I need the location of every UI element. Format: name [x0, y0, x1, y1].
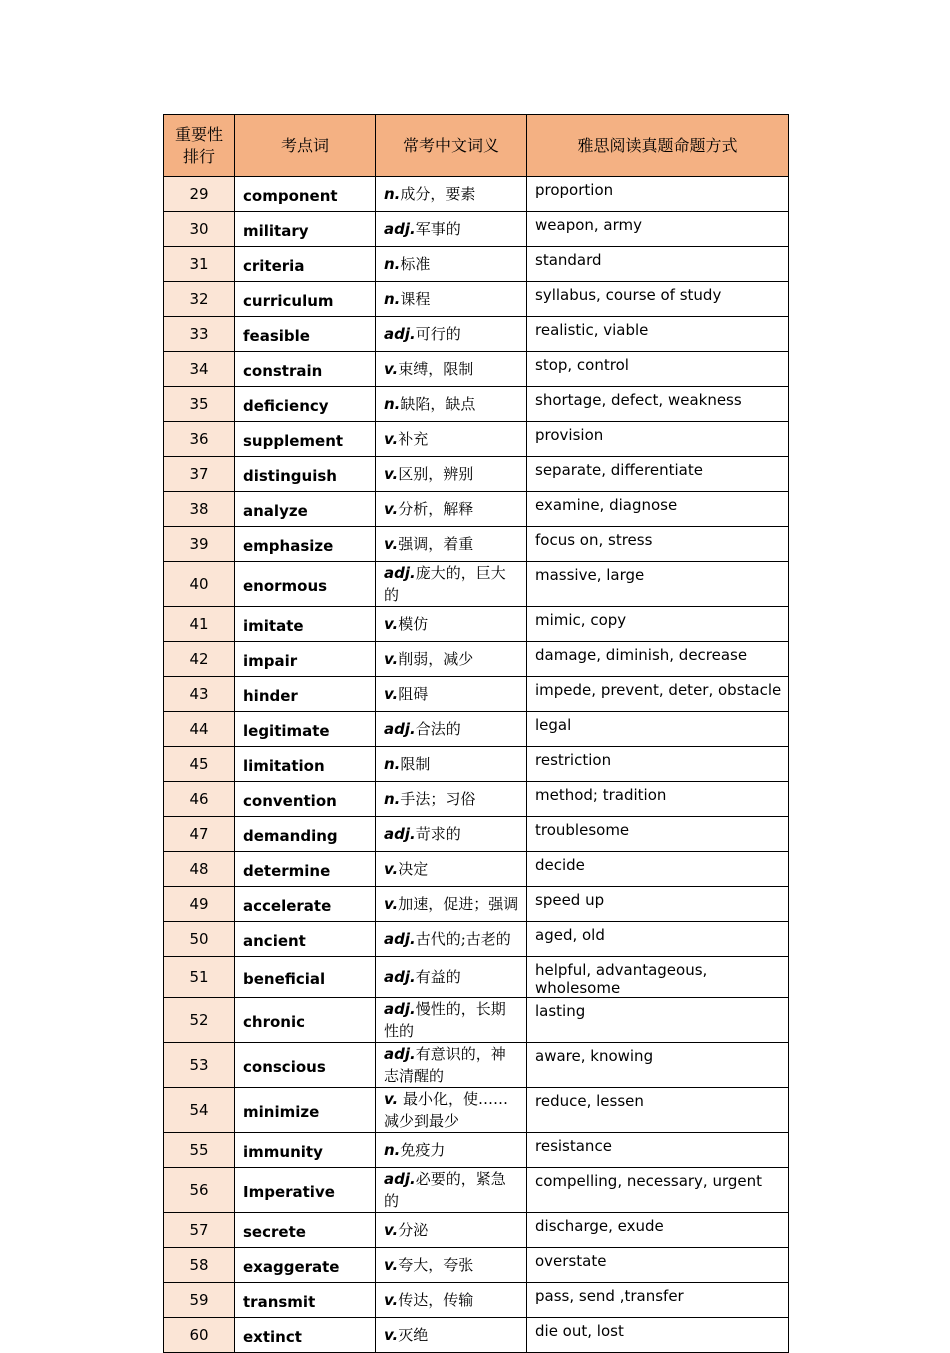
- word-cell: beneficial: [235, 957, 376, 998]
- ielts-paraphrase-cell: troublesome: [527, 817, 789, 852]
- chinese-meaning: 慢性的，长期性的: [384, 1000, 506, 1040]
- rank-cell: 30: [164, 212, 235, 247]
- ielts-paraphrase-cell: stop, control: [527, 352, 789, 387]
- rank-cell: 51: [164, 957, 235, 998]
- rank-cell: 57: [164, 1213, 235, 1248]
- ielts-paraphrase-cell: provision: [527, 422, 789, 457]
- ielts-paraphrase-cell: die out, lost: [527, 1318, 789, 1353]
- meaning-cell: [376, 527, 527, 562]
- ielts-paraphrase-cell: separate, differentiate: [527, 457, 789, 492]
- rank-cell: 58: [164, 1248, 235, 1283]
- chinese-meaning: 军事的: [415, 220, 461, 238]
- meaning-cell: [376, 782, 527, 817]
- meaning-cell: [376, 922, 527, 957]
- part-of-speech: adj.: [384, 220, 416, 238]
- word-cell: curriculum: [235, 282, 376, 317]
- meaning-cell: [376, 1133, 527, 1168]
- ielts-paraphrase-cell: method; tradition: [527, 782, 789, 817]
- rank-cell: 42: [164, 642, 235, 677]
- word-cell: minimize: [235, 1088, 376, 1133]
- rank-cell: 59: [164, 1283, 235, 1318]
- ielts-paraphrase-cell: focus on, stress: [527, 527, 789, 562]
- chinese-meaning: 削弱，减少: [398, 650, 474, 668]
- rank-cell: 39: [164, 527, 235, 562]
- chinese-meaning: 决定: [398, 860, 429, 878]
- rank-cell: 48: [164, 852, 235, 887]
- part-of-speech: v.: [384, 860, 399, 878]
- word-cell: hinder: [235, 677, 376, 712]
- table-row: [164, 1168, 789, 1213]
- word-cell: chronic: [235, 998, 376, 1043]
- part-of-speech: adj.: [384, 1000, 416, 1018]
- header-rank: 重要性排行: [164, 115, 235, 177]
- chinese-meaning: 模仿: [398, 615, 429, 633]
- word-cell: extinct: [235, 1318, 376, 1353]
- table-row: [164, 387, 789, 422]
- rank-cell: 54: [164, 1088, 235, 1133]
- chinese-meaning: 成分，要素: [400, 185, 476, 203]
- chinese-meaning: 强调，着重: [398, 535, 474, 553]
- word-cell: Imperative: [235, 1168, 376, 1213]
- table-row: [164, 457, 789, 492]
- part-of-speech: adj.: [384, 930, 416, 948]
- meaning-cell: [376, 1213, 527, 1248]
- word-cell: ancient: [235, 922, 376, 957]
- part-of-speech: v.: [384, 500, 399, 518]
- meaning-cell: [376, 1043, 527, 1088]
- chinese-meaning: 夸大，夸张: [398, 1256, 474, 1274]
- table-row: [164, 1283, 789, 1318]
- rank-cell: 37: [164, 457, 235, 492]
- part-of-speech: v.: [384, 535, 399, 553]
- table-row: [164, 747, 789, 782]
- meaning-cell: [376, 562, 527, 607]
- table-row: [164, 712, 789, 747]
- part-of-speech: adj.: [384, 720, 416, 738]
- vocabulary-table: [163, 114, 789, 1353]
- rank-cell: 35: [164, 387, 235, 422]
- table-body: [164, 177, 789, 1353]
- chinese-meaning: 古代的;古老的: [415, 930, 511, 948]
- meaning-cell: [376, 1168, 527, 1213]
- part-of-speech: n.: [384, 185, 401, 203]
- table-row: [164, 887, 789, 922]
- chinese-meaning: 合法的: [415, 720, 461, 738]
- ielts-paraphrase-cell: lasting: [527, 998, 789, 1043]
- meaning-cell: [376, 1283, 527, 1318]
- rank-cell: 60: [164, 1318, 235, 1353]
- part-of-speech: adj.: [384, 968, 416, 986]
- table-row: [164, 817, 789, 852]
- word-cell: enormous: [235, 562, 376, 607]
- rank-cell: 45: [164, 747, 235, 782]
- chinese-meaning: 标准: [400, 255, 431, 273]
- table-row: [164, 957, 789, 998]
- ielts-paraphrase-cell: aged, old: [527, 922, 789, 957]
- ielts-paraphrase-cell: realistic, viable: [527, 317, 789, 352]
- ielts-paraphrase-cell: standard: [527, 247, 789, 282]
- rank-cell: 40: [164, 562, 235, 607]
- rank-cell: 50: [164, 922, 235, 957]
- rank-cell: 52: [164, 998, 235, 1043]
- ielts-paraphrase-cell: proportion: [527, 177, 789, 212]
- ielts-paraphrase-cell: legal: [527, 712, 789, 747]
- chinese-meaning: 手法；习俗: [400, 790, 476, 808]
- part-of-speech: adj.: [384, 825, 416, 843]
- part-of-speech: n.: [384, 1141, 401, 1159]
- word-cell: impair: [235, 642, 376, 677]
- meaning-cell: [376, 177, 527, 212]
- rank-cell: 41: [164, 607, 235, 642]
- table-row: [164, 998, 789, 1043]
- word-cell: constrain: [235, 352, 376, 387]
- table-row: [164, 562, 789, 607]
- table-row: [164, 1248, 789, 1283]
- part-of-speech: n.: [384, 755, 401, 773]
- meaning-cell: [376, 1318, 527, 1353]
- chinese-meaning: 分析，解释: [398, 500, 474, 518]
- meaning-cell: [376, 712, 527, 747]
- rank-cell: 53: [164, 1043, 235, 1088]
- chinese-meaning: 苛求的: [415, 825, 461, 843]
- table-row: [164, 247, 789, 282]
- ielts-paraphrase-cell: aware, knowing: [527, 1043, 789, 1088]
- part-of-speech: n.: [384, 255, 401, 273]
- ielts-paraphrase-cell: massive, large: [527, 562, 789, 607]
- word-cell: conscious: [235, 1043, 376, 1088]
- table-row: [164, 1133, 789, 1168]
- header-meaning: 常考中文词义: [376, 115, 527, 177]
- rank-cell: 34: [164, 352, 235, 387]
- word-cell: supplement: [235, 422, 376, 457]
- chinese-meaning: 传达，传输: [398, 1291, 474, 1309]
- word-cell: imitate: [235, 607, 376, 642]
- meaning-cell: [376, 457, 527, 492]
- part-of-speech: v.: [384, 465, 399, 483]
- chinese-meaning: 分泌: [398, 1221, 429, 1239]
- ielts-paraphrase-cell: overstate: [527, 1248, 789, 1283]
- chinese-meaning: 有益的: [415, 968, 461, 986]
- part-of-speech: v.: [384, 685, 399, 703]
- meaning-cell: [376, 247, 527, 282]
- meaning-cell: [376, 887, 527, 922]
- rank-cell: 32: [164, 282, 235, 317]
- part-of-speech: adj.: [384, 564, 416, 582]
- word-cell: exaggerate: [235, 1248, 376, 1283]
- meaning-cell: [376, 422, 527, 457]
- meaning-cell: [376, 998, 527, 1043]
- word-cell: component: [235, 177, 376, 212]
- word-cell: emphasize: [235, 527, 376, 562]
- ielts-paraphrase-cell: compelling, necessary, urgent: [527, 1168, 789, 1213]
- meaning-cell: [376, 1088, 527, 1133]
- ielts-paraphrase-cell: damage, diminish, decrease: [527, 642, 789, 677]
- rank-cell: 47: [164, 817, 235, 852]
- table-header-row: [164, 115, 789, 177]
- chinese-meaning: 区别，辨别: [398, 465, 474, 483]
- rank-cell: 55: [164, 1133, 235, 1168]
- meaning-cell: [376, 212, 527, 247]
- table-row: [164, 492, 789, 527]
- ielts-paraphrase-cell: syllabus, course of study: [527, 282, 789, 317]
- rank-cell: 56: [164, 1168, 235, 1213]
- part-of-speech: v.: [384, 360, 399, 378]
- word-cell: immunity: [235, 1133, 376, 1168]
- table-row: [164, 607, 789, 642]
- ielts-paraphrase-cell: decide: [527, 852, 789, 887]
- part-of-speech: v.: [384, 1090, 399, 1108]
- ielts-paraphrase-cell: discharge, exude: [527, 1213, 789, 1248]
- ielts-paraphrase-cell: impede, prevent, deter, obstacle: [527, 677, 789, 712]
- rank-cell: 46: [164, 782, 235, 817]
- part-of-speech: v.: [384, 650, 399, 668]
- part-of-speech: v.: [384, 1256, 399, 1274]
- meaning-cell: [376, 747, 527, 782]
- chinese-meaning: 课程: [400, 290, 431, 308]
- meaning-cell: [376, 492, 527, 527]
- word-cell: analyze: [235, 492, 376, 527]
- chinese-meaning: 最小化，使……减少到最少: [384, 1090, 509, 1130]
- ielts-paraphrase-cell: reduce, lessen: [527, 1088, 789, 1133]
- chinese-meaning: 必要的，紧急的: [384, 1170, 506, 1210]
- word-cell: legitimate: [235, 712, 376, 747]
- part-of-speech: v.: [384, 615, 399, 633]
- part-of-speech: adj.: [384, 1170, 416, 1188]
- ielts-paraphrase-cell: speed up: [527, 887, 789, 922]
- meaning-cell: [376, 607, 527, 642]
- meaning-cell: [376, 957, 527, 998]
- word-cell: deficiency: [235, 387, 376, 422]
- ielts-paraphrase-cell: examine, diagnose: [527, 492, 789, 527]
- word-cell: feasible: [235, 317, 376, 352]
- chinese-meaning: 庞大的，巨大的: [384, 564, 506, 604]
- table-row: [164, 782, 789, 817]
- table-row: [164, 1213, 789, 1248]
- ielts-paraphrase-cell: shortage, defect, weakness: [527, 387, 789, 422]
- part-of-speech: v.: [384, 1221, 399, 1239]
- word-cell: distinguish: [235, 457, 376, 492]
- rank-cell: 36: [164, 422, 235, 457]
- chinese-meaning: 束缚，限制: [398, 360, 474, 378]
- meaning-cell: [376, 817, 527, 852]
- table-row: [164, 422, 789, 457]
- chinese-meaning: 灭绝: [398, 1326, 429, 1344]
- chinese-meaning: 可行的: [415, 325, 461, 343]
- table-row: [164, 177, 789, 212]
- table-row: [164, 1318, 789, 1353]
- ielts-paraphrase-cell: pass, send ,transfer: [527, 1283, 789, 1318]
- part-of-speech: v.: [384, 895, 399, 913]
- rank-cell: 29: [164, 177, 235, 212]
- word-cell: demanding: [235, 817, 376, 852]
- word-cell: secrete: [235, 1213, 376, 1248]
- ielts-paraphrase-cell: resistance: [527, 1133, 789, 1168]
- word-cell: accelerate: [235, 887, 376, 922]
- meaning-cell: [376, 282, 527, 317]
- meaning-cell: [376, 317, 527, 352]
- rank-cell: 33: [164, 317, 235, 352]
- chinese-meaning: 限制: [400, 755, 431, 773]
- ielts-paraphrase-cell: weapon, army: [527, 212, 789, 247]
- word-cell: limitation: [235, 747, 376, 782]
- table-row: [164, 527, 789, 562]
- table-row: [164, 922, 789, 957]
- header-ielts: 雅思阅读真题命题方式: [527, 115, 789, 177]
- table-row: [164, 212, 789, 247]
- part-of-speech: v.: [384, 1326, 399, 1344]
- chinese-meaning: 阻碍: [398, 685, 429, 703]
- chinese-meaning: 加速，促进；强调: [398, 895, 519, 913]
- ielts-paraphrase-cell: restriction: [527, 747, 789, 782]
- chinese-meaning: 有意识的，神志清醒的: [384, 1045, 506, 1085]
- ielts-paraphrase-cell: helpful, advantageous, wholesome: [527, 957, 789, 998]
- table-row: [164, 282, 789, 317]
- meaning-cell: [376, 1248, 527, 1283]
- chinese-meaning: 缺陷，缺点: [400, 395, 476, 413]
- part-of-speech: n.: [384, 290, 401, 308]
- rank-cell: 38: [164, 492, 235, 527]
- rank-cell: 31: [164, 247, 235, 282]
- table-row: [164, 642, 789, 677]
- word-cell: convention: [235, 782, 376, 817]
- part-of-speech: adj.: [384, 1045, 416, 1063]
- meaning-cell: [376, 852, 527, 887]
- header-word: 考点词: [235, 115, 376, 177]
- part-of-speech: v.: [384, 430, 399, 448]
- rank-cell: 49: [164, 887, 235, 922]
- meaning-cell: [376, 387, 527, 422]
- part-of-speech: adj.: [384, 325, 416, 343]
- chinese-meaning: 免疫力: [400, 1141, 446, 1159]
- rank-cell: 44: [164, 712, 235, 747]
- part-of-speech: n.: [384, 395, 401, 413]
- word-cell: criteria: [235, 247, 376, 282]
- table-row: [164, 1043, 789, 1088]
- table-row: [164, 352, 789, 387]
- meaning-cell: [376, 642, 527, 677]
- table-row: [164, 677, 789, 712]
- rank-cell: 43: [164, 677, 235, 712]
- meaning-cell: [376, 677, 527, 712]
- word-cell: military: [235, 212, 376, 247]
- table-row: [164, 852, 789, 887]
- word-cell: transmit: [235, 1283, 376, 1318]
- part-of-speech: v.: [384, 1291, 399, 1309]
- part-of-speech: n.: [384, 790, 401, 808]
- meaning-cell: [376, 352, 527, 387]
- ielts-paraphrase-cell: mimic, copy: [527, 607, 789, 642]
- chinese-meaning: 补充: [398, 430, 429, 448]
- table-row: [164, 317, 789, 352]
- word-cell: determine: [235, 852, 376, 887]
- table-row: [164, 1088, 789, 1133]
